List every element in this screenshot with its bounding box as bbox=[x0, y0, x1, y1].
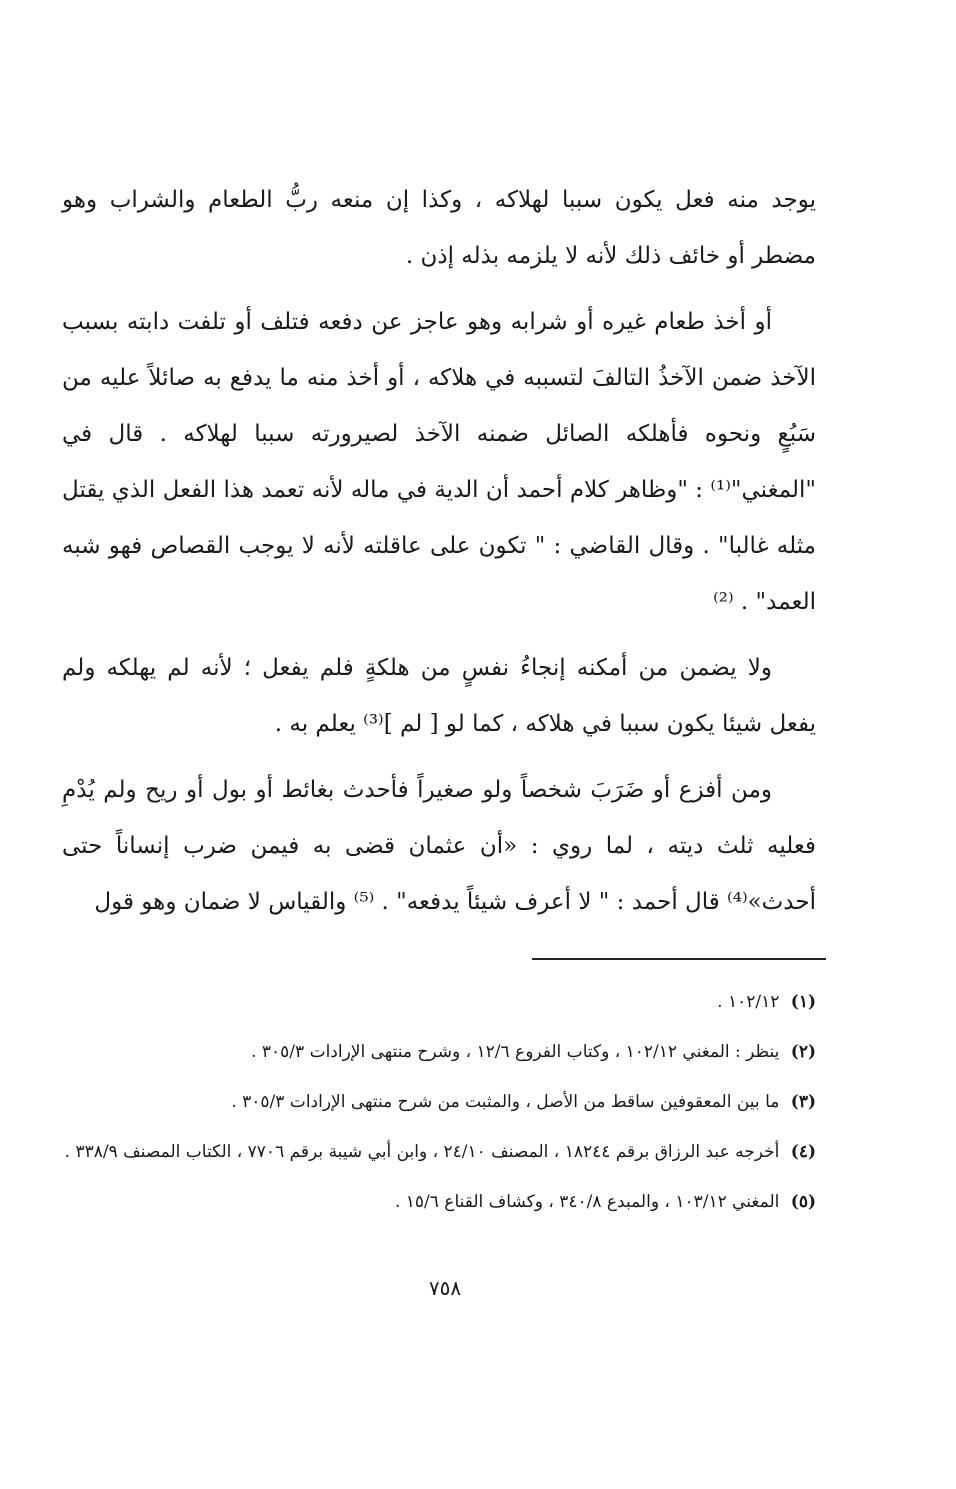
footnote-text: ينظر : المغني ١٠٢/١٢ ، وكتاب الفروع ١٢/٦ ، وشرح منتهى الإرادات ٣٠٥/٣ . bbox=[251, 1042, 780, 1062]
footnote-5 bbox=[62, 1180, 816, 1224]
footnote-number: (٢) bbox=[790, 1042, 816, 1062]
paragraph-3: ولا يضمن من أمكنه إنجاءُ نفسٍ من هلكةٍ فلم يفعل ؛ لأنه لم يهلكه ولم يفعل شيئا يكون سببا في هلاكه ، كما لو [ لم ]⁽³⁾ يعلم به . bbox=[62, 655, 816, 737]
footnote-4 bbox=[62, 1130, 816, 1174]
footnote-3 bbox=[62, 1080, 816, 1124]
footnote-number: (٥) bbox=[790, 1192, 816, 1212]
main-text bbox=[62, 172, 816, 940]
footnote-text: أخرجه عبد الرزاق برقم ١٨٢٤٤ ، المصنف ٢٤/١٠ ، وابن أبي شيبة برقم ٧٧٠٦ ، الكتاب المصنف ٣٣٨/٩ . bbox=[64, 1142, 780, 1162]
footnote-number: (٣) bbox=[790, 1092, 816, 1112]
footnote-1 bbox=[62, 980, 816, 1024]
footnote-text: ما بين المعقوفين ساقط من الأصل ، والمثبت من شرح منتهى الإرادات ٣٠٥/٣ . bbox=[231, 1092, 780, 1112]
page-number: ٧٥٨ bbox=[428, 1276, 462, 1300]
footnote-separator bbox=[532, 958, 826, 960]
footnote-number: (٤) bbox=[790, 1142, 816, 1162]
paragraph-4: ومن أفزع أو ضَرَبَ شخصاً ولو صغيراً فأحدث بغائط أو بول أو ريح ولم يُدْمِ فعليه ثلث ديته ، لما روي : «أن عثمان قضى به فيمن ضرب إنساناً حتى أحدث»⁽⁴⁾ قال أحمد : " لا أعرف شيئاً يدفعه" . ⁽⁵⁾ والقياس لا ضمان وهو قول bbox=[62, 777, 816, 915]
paragraph-1: يوجد منه فعل يكون سببا لهلاكه ، وكذا إن منعه ربُّ الطعام والشراب وهو مضطر أو خائف ذلك لأنه لا يلزمه بذله إذن . bbox=[62, 187, 816, 269]
footnote-text: المغني ١٠٣/١٢ ، والمبدع ٣٤٠/٨ ، وكشاف القناع ١٥/٦ . bbox=[394, 1192, 780, 1212]
footnote-text: ١٠٢/١٢ . bbox=[717, 992, 780, 1012]
footnotes bbox=[62, 980, 816, 1230]
footnote-2 bbox=[62, 1030, 816, 1074]
footnote-number: (١) bbox=[790, 992, 816, 1012]
paragraph-2: أو أخذ طعام غيره أو شرابه وهو عاجز عن دفعه فتلف أو تلفت دابته بسبب الآخذ ضمن الآخذُ التالفَ لتسببه في هلاكه ، أو أخذ منه ما يدفع به صائلاً عليه من سَبُعٍ ونحوه فأهلكه الصائل ضمنه الآخذ لصيرورته سببا لهلاكه . قال في "المغني"⁽¹⁾ : "وظاهر كلام أحمد أن الدية في ماله لأنه تعمد هذا الفعل الذي يقتل مثله غالبا" . وقال القاضي : " تكون على عاقلته لأنه لا يوجب القصاص فهو شبه العمد" . ⁽²⁾ bbox=[62, 309, 816, 615]
